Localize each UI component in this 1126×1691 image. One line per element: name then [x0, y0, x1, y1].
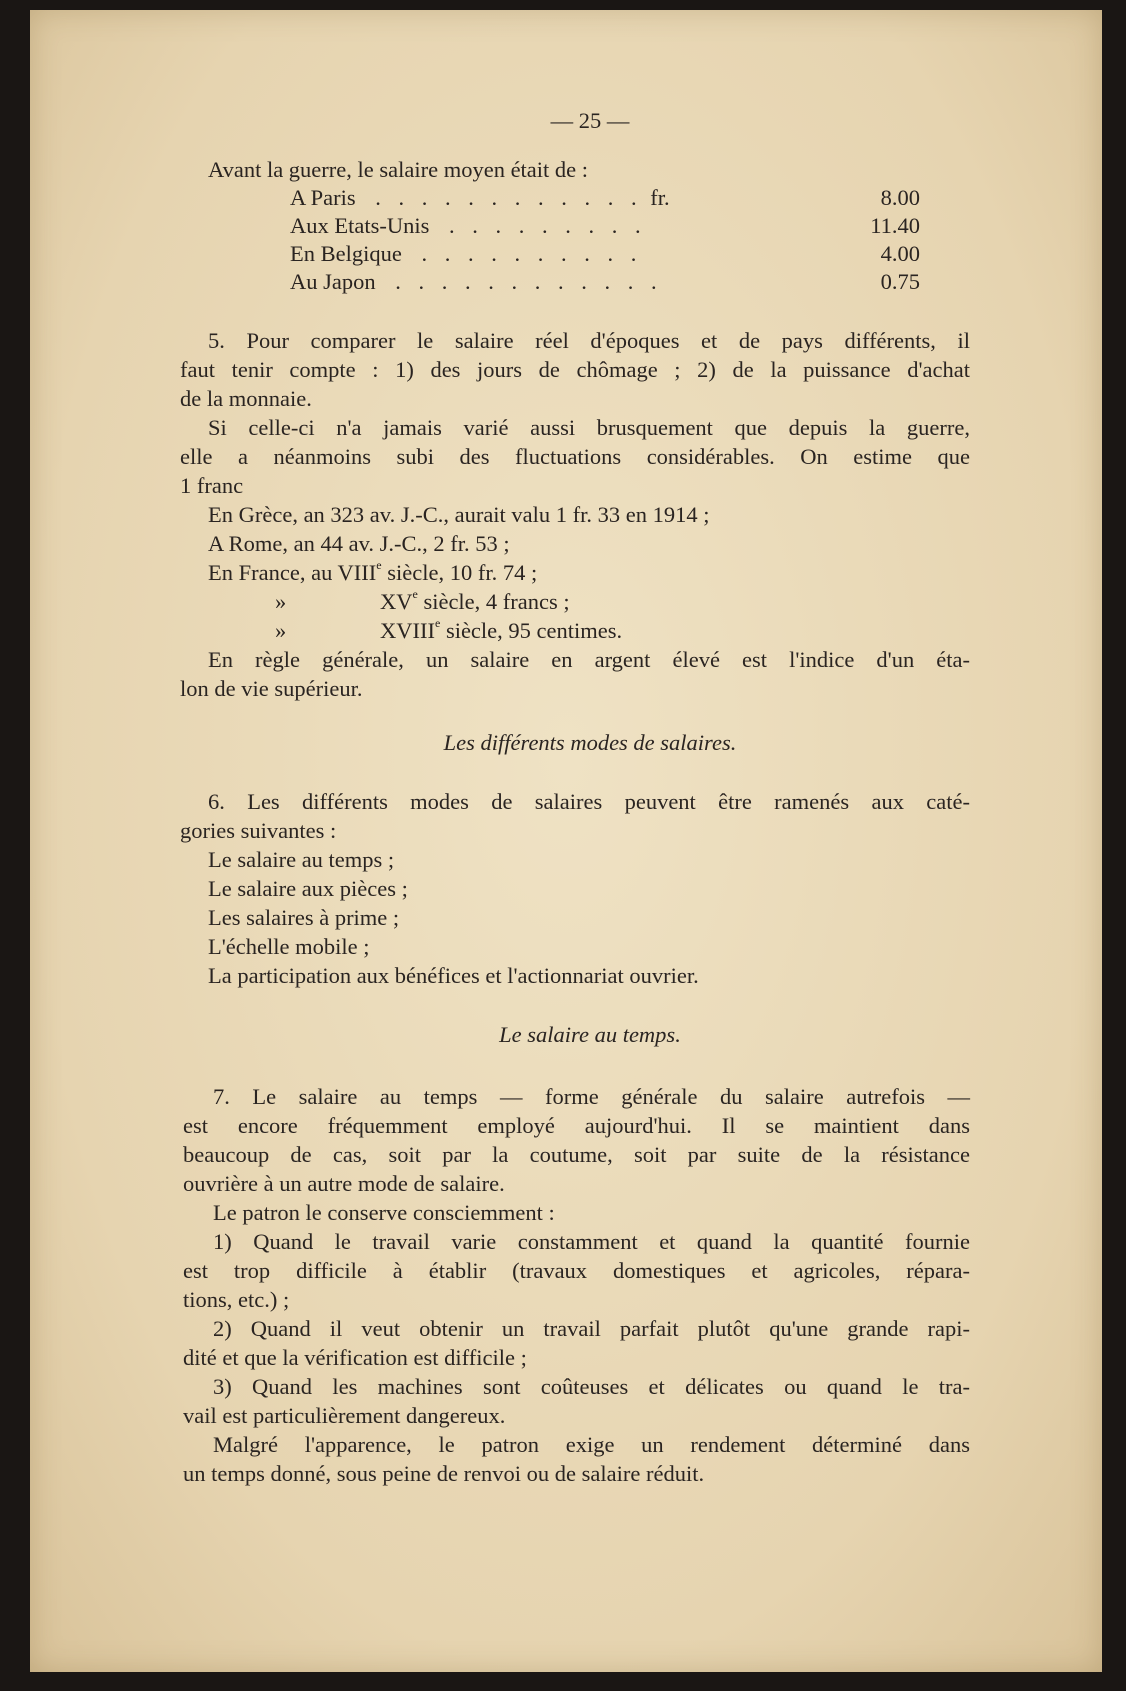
paragraph-line: de la monnaie. [180, 386, 312, 411]
leader-dots: . . . . . . . . . . [421, 241, 643, 266]
paragraph-line: tions, etc.) ; [183, 1287, 290, 1312]
paragraph-line: dité et que la vérification est difficile ; [183, 1345, 527, 1370]
paragraph-line: En Grèce, an 323 av. J.-C., aurait valu 1 fr. 33 en 1914 ; [208, 502, 710, 527]
paragraph-line: En règle générale, un salaire en argent élevé est l'indice d'un éta- [208, 647, 970, 672]
paragraph-line: 3) Quand les machines sont coûteuses et délicates ou quand le tra- [213, 1374, 970, 1399]
paragraph-line: un temps donné, sous peine de renvoi ou de salaire réduit. [183, 1461, 705, 1486]
wage-amount: 11.40 [870, 213, 920, 238]
wage-amount: 0.75 [880, 269, 920, 294]
paragraph-line: est trop difficile à établir (travaux domestiques et agricoles, répara- [183, 1258, 970, 1283]
list-item: Le salaire aux pièces ; [208, 876, 408, 901]
paragraph-line: A Rome, an 44 av. J.-C., 2 fr. 53 ; [208, 531, 510, 556]
wage-intro: Avant la guerre, le salaire moyen était de : [208, 157, 589, 182]
paragraph-line: 2) Quand il veut obtenir un travail parfait plutôt qu'une grande rapi- [213, 1316, 970, 1341]
wage-place: Au Japon [290, 269, 376, 294]
wage-currency: fr. [650, 185, 670, 210]
wage-place: En Belgique [290, 241, 402, 266]
list-item: Les salaires à prime ; [208, 905, 400, 930]
paragraph-line: 7. Le salaire au temps — forme générale du salaire autrefois — [213, 1084, 970, 1109]
paragraph-line: elle a néanmoins subi des fluctuations considérables. On estime que [180, 444, 970, 469]
paragraph-line: vail est particulièrement dangereux. [183, 1403, 506, 1428]
wage-row [290, 213, 920, 239]
paragraph-line: ouvrière à un autre mode de salaire. [183, 1171, 505, 1196]
wage-amount: 8.00 [880, 185, 920, 210]
leader-dots: . . . . . . . . . . . . [395, 269, 663, 294]
wage-row [290, 269, 920, 295]
paragraph-line: 1) Quand le travail varie constamment et quand la quantité fournie [213, 1229, 970, 1254]
paragraph-line: Si celle-ci n'a jamais varié aussi brusquement que depuis la guerre, [208, 415, 970, 440]
list-item: L'échelle mobile ; [208, 934, 370, 959]
paragraph-line: XVIIIe siècle, 95 centimes. [380, 616, 623, 643]
wage-place: A Paris [290, 185, 356, 210]
book-page [30, 10, 1102, 1672]
paragraph-line: 1 franc [180, 473, 244, 498]
wage-amount: 4.00 [880, 241, 920, 266]
wage-row [290, 185, 920, 211]
leader-dots: . . . . . . . . . [449, 213, 647, 238]
leader-dots: . . . . . . . . . . . . [375, 185, 643, 210]
paragraph-line: En France, au VIIIe siècle, 10 fr. 74 ; [208, 558, 538, 585]
ditto-mark: » [275, 589, 287, 614]
paragraph-line: Le patron le conserve consciemment : [213, 1200, 555, 1225]
section-heading: Les différents modes de salaires. [443, 730, 737, 755]
section-heading: Le salaire au temps. [499, 1022, 681, 1047]
paragraph-line: 5. Pour comparer le salaire réel d'époques et de pays différents, il [208, 328, 970, 353]
list-item: Le salaire au temps ; [208, 847, 395, 872]
wage-place: Aux Etats-Unis [290, 213, 430, 238]
paragraph-line: beaucoup de cas, soit par la coutume, soit par suite de la résistance [183, 1142, 970, 1167]
paragraph-line: lon de vie supérieur. [180, 676, 363, 701]
page-number: — 25 — [550, 108, 630, 133]
ditto-mark: » [275, 618, 287, 643]
paragraph-line: est encore fréquemment employé aujourd'hui. Il se maintient dans [183, 1113, 970, 1138]
paragraph-line: gories suivantes : [180, 818, 337, 843]
paragraph-line: XVe siècle, 4 francs ; [380, 587, 570, 614]
paragraph-line: faut tenir compte : 1) des jours de chômage ; 2) de la puissance d'achat [180, 357, 970, 382]
wage-row [290, 241, 920, 267]
paragraph-line: 6. Les différents modes de salaires peuvent être ramenés aux caté- [208, 789, 970, 814]
list-item: La participation aux bénéfices et l'actionnariat ouvrier. [208, 963, 699, 988]
paragraph-line: Malgré l'apparence, le patron exige un rendement déterminé dans [213, 1432, 970, 1457]
